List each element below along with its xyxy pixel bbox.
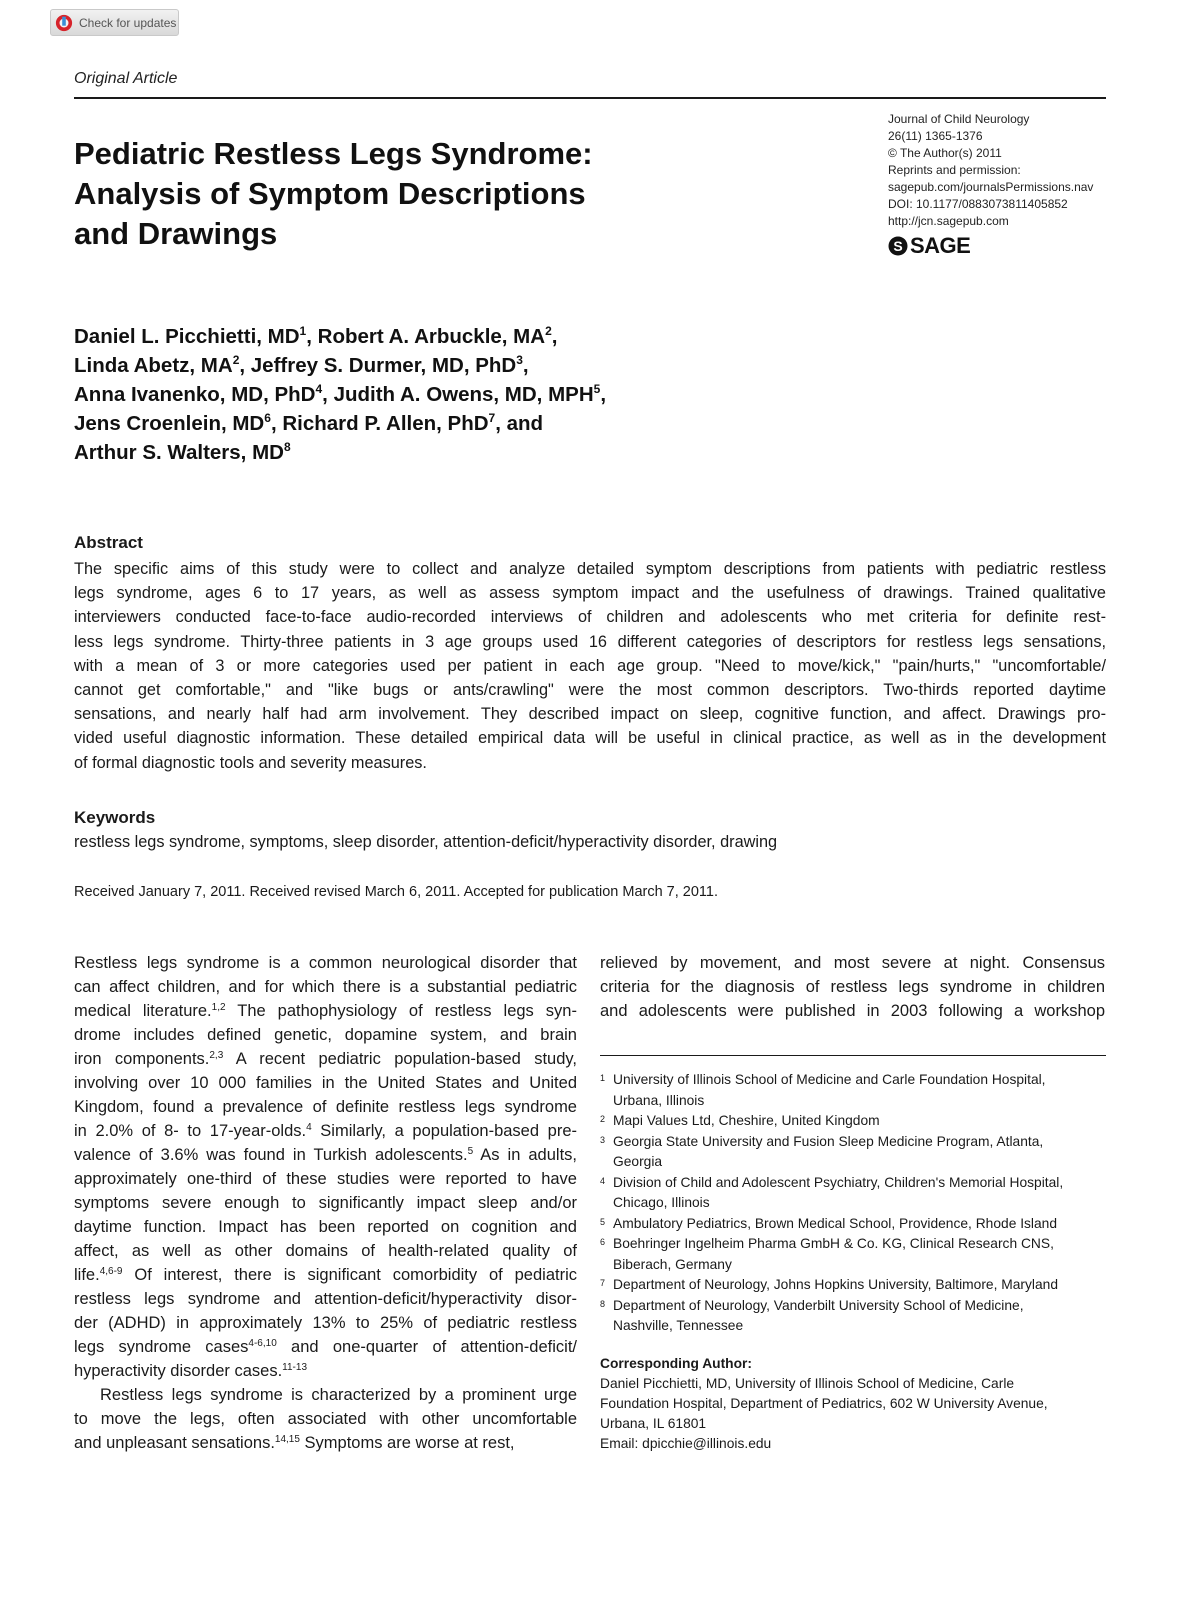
body-line: Restless legs syndrome is characterized by a prominent urge bbox=[100, 1386, 577, 1404]
corresponding-email[interactable]: Email: dpicchie@illinois.edu bbox=[600, 1436, 772, 1451]
affiliation-line: Urbana, Illinois bbox=[613, 1092, 705, 1108]
affiliation-item bbox=[600, 1234, 1106, 1275]
svg-text:S: S bbox=[893, 238, 903, 254]
abstract-heading: Abstract bbox=[74, 533, 143, 552]
affiliation-item bbox=[600, 1214, 1106, 1235]
abstract-line: The specific aims of this study were to collect and analyze detailed symptom descriptions from patients with pediatric restless bbox=[74, 560, 1106, 578]
body-line: iron components.$^{2,3}$ A recent pediatric population-based study, bbox=[74, 1050, 577, 1068]
citation-ref[interactable]: 4 bbox=[306, 1122, 312, 1133]
abstract-line: sensations, and nearly half had arm involvement. They described impact on sleep, cognitive function, and affect. Drawings pro- bbox=[74, 705, 1106, 724]
footnote-rule bbox=[600, 1055, 1106, 1056]
abstract-line: interviewers conducted face-to-face audio-recorded interviews of children and adolescents who met criteria for definite rest- bbox=[74, 608, 1106, 627]
author-line: Jens Croenlein, $MD^6$, Richard P. Allen, PhD$^7$, and bbox=[74, 411, 544, 435]
affiliation-line: Boehringer Ingelheim Pharma GmbH & Co. KG, Clinical Research CNS, bbox=[613, 1236, 1054, 1251]
author-name: Linda Abetz, MA bbox=[74, 354, 233, 377]
header-rule bbox=[74, 97, 1106, 99]
affiliation-line: University of Illinois School of Medicine and Carle Foundation Hospital, bbox=[613, 1072, 1046, 1087]
abstract-line: with a mean of 3 or more categories used per patient in each age group. "Need to move/kick," "pain/hurts," "uncomfortable/ bbox=[74, 656, 1106, 675]
author-affil-ref: 2 bbox=[545, 324, 552, 338]
title-line: Pediatric Restless Legs Syndrome: bbox=[74, 136, 593, 171]
citation-ref[interactable]: 5 bbox=[467, 1146, 474, 1157]
affiliation-number: 1 bbox=[600, 1073, 606, 1083]
affiliation-line: Ambulatory Pediatrics, Brown Medical School, Providence, Rhode Island bbox=[613, 1215, 1058, 1231]
body-line: Restless legs syndrome is a common neurological disorder that bbox=[74, 954, 577, 972]
abstract-line: legs syndrome, ages 6 to 17 years, as well as assess symptom impact and the usefulness of drawings. Trained qualitative bbox=[74, 584, 1106, 603]
citation-ref[interactable]: 2,3 bbox=[209, 1050, 224, 1061]
author-line bbox=[74, 438, 794, 467]
corresponding-line: Daniel Picchietti, MD, University of Illinois School of Medicine, Carle bbox=[600, 1376, 1015, 1391]
affiliation-number: 3 bbox=[600, 1134, 606, 1145]
body-line: hyperactivity disorder cases.$^{11-13}$ bbox=[74, 1362, 308, 1380]
affiliation-number: 2 bbox=[600, 1114, 606, 1124]
affiliation-line: Department of Neurology, Johns Hopkins University, Baltimore, Maryland bbox=[613, 1277, 1059, 1292]
citation-ref[interactable]: 4,6-9 bbox=[99, 1266, 123, 1277]
affiliation-item bbox=[600, 1296, 1106, 1337]
author-list bbox=[74, 322, 794, 467]
sage-s-icon bbox=[888, 236, 908, 256]
author-name: Arthur S. Walters, MD bbox=[74, 441, 284, 464]
sage-logo-text: SAGE bbox=[910, 233, 971, 258]
abstract-line: vided useful diagnostic information. These detailed empirical data will be useful in clinical practice, as well as in the development bbox=[74, 729, 1106, 748]
journal-reprints: Reprints and permission: bbox=[888, 163, 1021, 177]
author-affil-ref: 5 bbox=[593, 382, 601, 396]
journal-doi[interactable]: DOI: 10.1177/0883073811405852 bbox=[888, 197, 1068, 211]
title-line: Analysis of Symptom Descriptions bbox=[74, 176, 586, 211]
body-line: Kingdom, found a prevalence of definite restless legs syndrome bbox=[74, 1098, 577, 1116]
affiliations-list bbox=[600, 1070, 1106, 1337]
citation-ref[interactable]: 11-13 bbox=[282, 1362, 308, 1373]
body-line: involving over 10 000 families in the United States and United bbox=[74, 1074, 577, 1092]
author-affil-ref: 1 bbox=[299, 324, 307, 338]
keywords-text: restless legs syndrome, symptoms, sleep disorder, attention-deficit/hyperactivity disorder, drawing bbox=[74, 833, 778, 851]
citation-ref[interactable]: 1,2 bbox=[211, 1002, 226, 1013]
affiliation-item bbox=[600, 1132, 1106, 1173]
article-type-label: Original Article bbox=[74, 70, 178, 87]
journal-name: Journal of Child Neurology bbox=[888, 112, 1030, 126]
body-column-right bbox=[600, 951, 1105, 1023]
article-title bbox=[74, 134, 734, 254]
sage-logo bbox=[888, 233, 970, 259]
author-name: Richard P. Allen, PhD bbox=[282, 412, 489, 435]
affiliation-number: 7 bbox=[600, 1278, 606, 1288]
author-affil-ref: 4 bbox=[315, 382, 323, 396]
author-line: Linda Abetz, $MA^2$, Jeffrey S. Durmer, MD, PhD$^3$, bbox=[74, 353, 529, 377]
affiliation-number: 4 bbox=[600, 1175, 606, 1186]
author-affil-ref: 8 bbox=[283, 440, 291, 454]
body-line: approximately one-third of these studies were reported to have bbox=[74, 1170, 577, 1188]
check-for-updates-button[interactable] bbox=[50, 9, 179, 36]
check-for-updates-label: Check for updates bbox=[79, 15, 177, 30]
body-line: der (ADHD) in approximately 13% to 25% of pediatric restless bbox=[74, 1314, 577, 1332]
author-line: Daniel L. Picchietti, $MD^1$, Robert A. Arbuckle, $MA^2$, bbox=[74, 324, 558, 348]
citation-ref[interactable]: 14,15 bbox=[274, 1434, 300, 1445]
affiliation-line: Nashville, Tennessee bbox=[613, 1318, 744, 1333]
body-line: affect, as well as other domains of health-related quality of bbox=[74, 1242, 577, 1260]
affiliation-number: 8 bbox=[600, 1298, 606, 1309]
author-name: Jeffrey S. Durmer, MD, PhD bbox=[250, 354, 517, 377]
keywords-heading: Keywords bbox=[74, 808, 156, 827]
title-line: and Drawings bbox=[74, 216, 278, 251]
body-line: criteria for the diagnosis of restless legs syndrome in children bbox=[600, 978, 1105, 996]
author-name: Robert A. Arbuckle, MA bbox=[317, 325, 546, 348]
affiliation-line: Georgia bbox=[613, 1154, 663, 1169]
abstract-text bbox=[74, 557, 1106, 775]
author-affil-ref: 2 bbox=[232, 353, 240, 367]
body-line: legs syndrome cases$^{4-6,10}$ and one-quarter of attention-deficit/ bbox=[74, 1338, 577, 1356]
body-column-left bbox=[74, 951, 577, 1455]
author-name: Daniel L. Picchietti, MD bbox=[74, 325, 300, 348]
body-line: restless legs syndrome and attention-deficit/hyperactivity disor- bbox=[74, 1290, 577, 1308]
received-dates: Received January 7, 2011. Received revised March 6, 2011. Accepted for publication March 7, 2011. bbox=[74, 884, 719, 900]
crossmark-icon bbox=[55, 14, 73, 32]
journal-url[interactable]: http://jcn.sagepub.com bbox=[888, 214, 1009, 228]
affiliation-line: Biberach, Germany bbox=[613, 1256, 732, 1272]
author-line: Anna Ivanenko, MD, PhD$^4$, Judith A. Owens, MD, MPH$^5$, bbox=[74, 382, 607, 406]
author-name: Anna Ivanenko, MD, PhD bbox=[74, 383, 316, 406]
affiliation-line: Georgia State University and Fusion Sleep Medicine Program, Atlanta, bbox=[613, 1133, 1044, 1149]
author-affil-ref: 3 bbox=[516, 353, 523, 367]
abstract-line: of formal diagnostic tools and severity measures. bbox=[74, 753, 427, 772]
corresponding-author-heading: Corresponding Author: bbox=[600, 1356, 753, 1371]
body-line: symptoms severe enough to significantly impact sleep and/or bbox=[74, 1194, 577, 1212]
body-line: medical literature.$^{1,2}$ The pathophysiology of restless legs syn- bbox=[74, 1002, 577, 1020]
author-affil-ref: 6 bbox=[264, 411, 271, 425]
journal-permissions-link[interactable]: sagepub.com/journalsPermissions.nav bbox=[888, 180, 1094, 194]
corresponding-line: Urbana, IL 61801 bbox=[600, 1416, 707, 1431]
affiliation-number: 6 bbox=[600, 1237, 606, 1247]
body-line: and adolescents were published in 2003 following a workshop bbox=[600, 1002, 1105, 1020]
affiliation-item bbox=[600, 1111, 1106, 1132]
abstract-line: less legs syndrome. Thirty-three patients in 3 age groups used 16 different categories of descriptors for restless legs sensations, bbox=[74, 632, 1106, 651]
affiliation-line: Chicago, Illinois bbox=[613, 1195, 710, 1210]
affiliation-item bbox=[600, 1070, 1106, 1111]
author-affil-ref: 7 bbox=[488, 411, 496, 425]
body-line: and unpleasant sensations.$^{14,15}$ Symptoms are worse at rest, bbox=[74, 1434, 515, 1452]
affiliation-number: 5 bbox=[600, 1216, 606, 1227]
body-line: drome includes defined genetic, dopamine system, and brain bbox=[74, 1026, 577, 1044]
affiliation-line: Division of Child and Adolescent Psychiatry, Children's Memorial Hospital, bbox=[613, 1174, 1064, 1190]
affiliation-line: Department of Neurology, Vanderbilt University School of Medicine, bbox=[613, 1297, 1024, 1313]
abstract-line: cannot get comfortable," and "like bugs or ants/crawling" were the most common descriptors. Two-thirds reported daytime bbox=[74, 681, 1106, 700]
body-line: in 2.0% of 8- to 17-year-olds.$^4$ Similarly, a population-based pre- bbox=[74, 1122, 577, 1140]
corresponding-line: Foundation Hospital, Department of Pediatrics, 602 W University Avenue, bbox=[600, 1396, 1048, 1411]
body-line: valence of 3.6% was found in Turkish adolescents.$^5$ As in adults, bbox=[74, 1146, 577, 1164]
corresponding-author bbox=[600, 1354, 1106, 1454]
body-line: daytime function. Impact has been reported on cognition and bbox=[74, 1218, 577, 1236]
journal-volume: 26(11) 1365-1376 bbox=[888, 129, 983, 143]
body-line: can affect children, and for which there is a substantial pediatric bbox=[74, 978, 577, 996]
author-name: Judith A. Owens, MD, MPH bbox=[333, 383, 594, 406]
affiliation-item bbox=[600, 1275, 1106, 1296]
journal-info bbox=[888, 111, 1093, 230]
affiliation-line: Mapi Values Ltd, Cheshire, United Kingdom bbox=[613, 1113, 880, 1128]
citation-ref[interactable]: 4-6,10 bbox=[248, 1338, 277, 1349]
body-line: life.$^{4,6-9}$ Of interest, there is significant comorbidity of pediatric bbox=[74, 1266, 577, 1284]
body-line: to move the legs, often associated with other uncomfortable bbox=[74, 1410, 577, 1428]
affiliation-item bbox=[600, 1173, 1106, 1214]
author-name: Jens Croenlein, MD bbox=[74, 412, 265, 435]
body-line: relieved by movement, and most severe at night. Consensus bbox=[600, 954, 1105, 972]
journal-copyright: © The Author(s) 2011 bbox=[888, 146, 1002, 160]
